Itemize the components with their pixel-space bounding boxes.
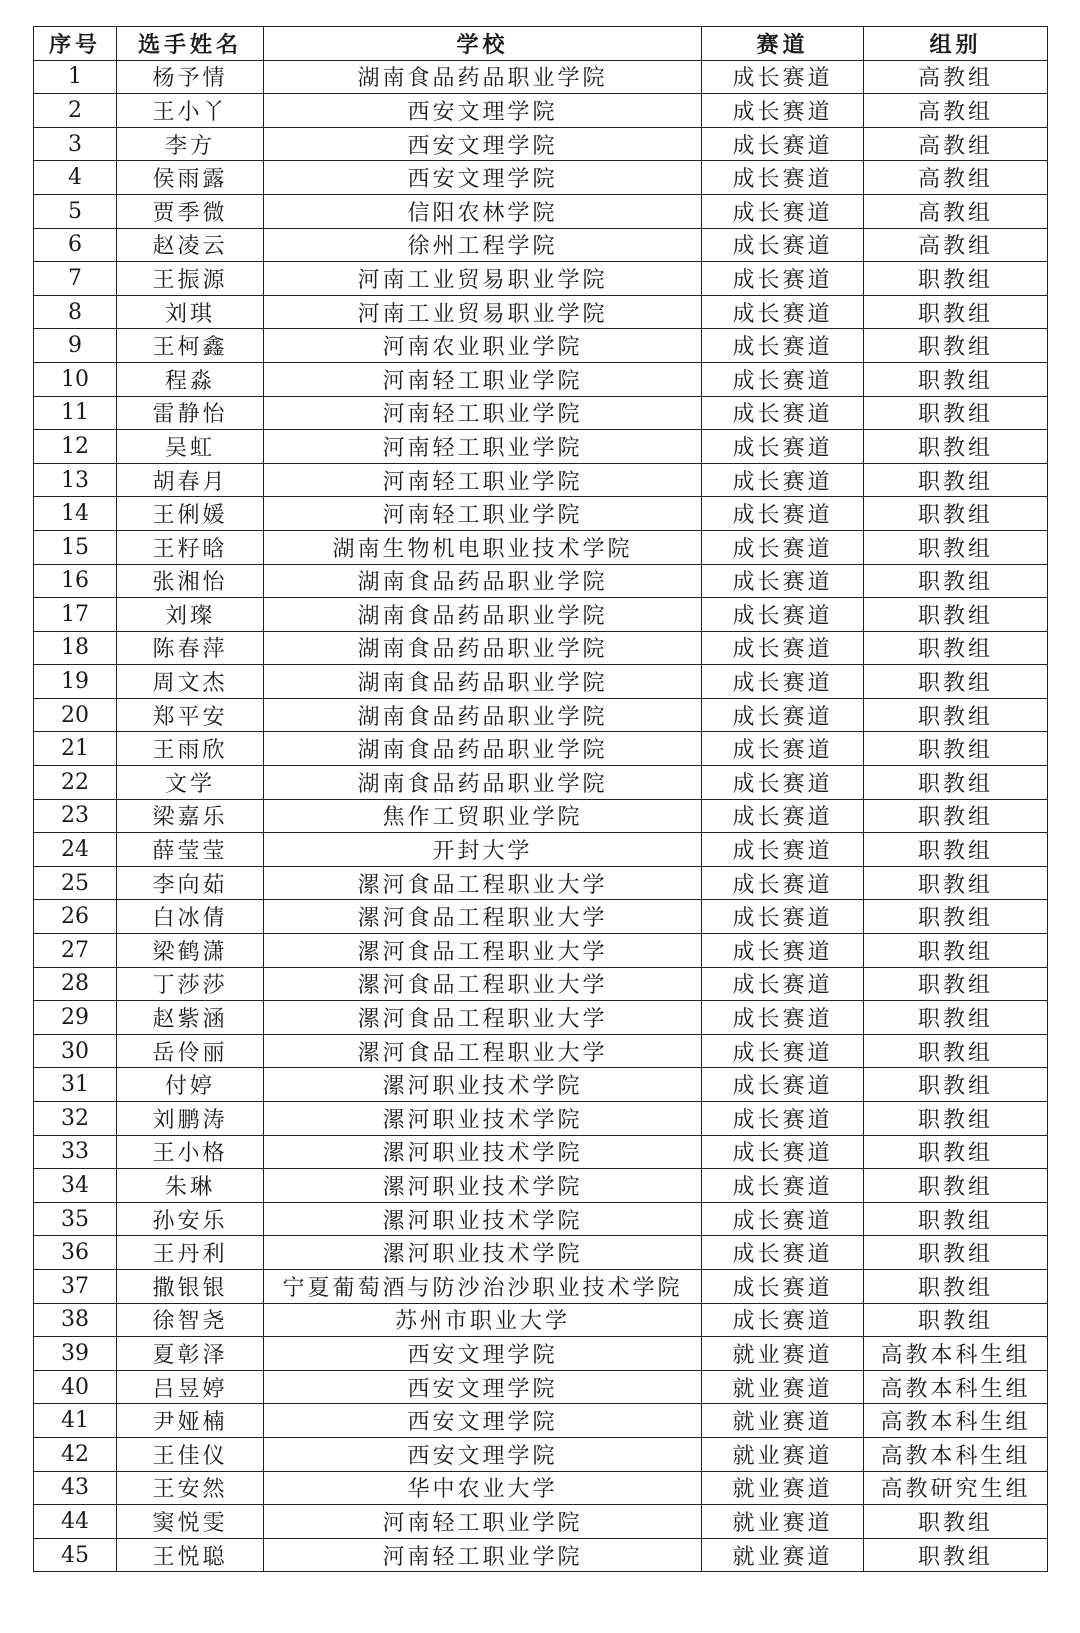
cell-name: 王俐媛 [117, 497, 264, 531]
table-row [34, 1102, 1048, 1136]
table-row [34, 295, 1048, 329]
cell-no: 22 [34, 766, 117, 800]
cell-no: 2 [34, 94, 117, 128]
cell-name: 李方 [117, 127, 264, 161]
cell-school: 漯河食品工程职业大学 [264, 866, 702, 900]
cell-school: 湖南食品药品职业学院 [264, 631, 702, 665]
cell-no: 12 [34, 430, 117, 464]
cell-name: 赵紫涵 [117, 1001, 264, 1035]
cell-name: 王悦聪 [117, 1538, 264, 1572]
cell-school: 湖南食品药品职业学院 [264, 665, 702, 699]
cell-no: 14 [34, 497, 117, 531]
cell-no: 41 [34, 1404, 117, 1438]
cell-no: 1 [34, 60, 117, 94]
cell-no: 33 [34, 1135, 117, 1169]
table-row [34, 934, 1048, 968]
cell-school: 漯河职业技术学院 [264, 1102, 702, 1136]
cell-group: 职教组 [864, 1269, 1048, 1303]
cell-no: 31 [34, 1068, 117, 1102]
cell-group: 职教组 [864, 732, 1048, 766]
table-row [34, 430, 1048, 464]
cell-group: 职教组 [864, 329, 1048, 363]
cell-group: 高教组 [864, 161, 1048, 195]
cell-group: 高教组 [864, 194, 1048, 228]
cell-school: 西安文理学院 [264, 94, 702, 128]
cell-name: 丁莎莎 [117, 967, 264, 1001]
table-row [34, 1505, 1048, 1539]
header-school: 学校 [264, 27, 702, 61]
cell-school: 河南轻工职业学院 [264, 396, 702, 430]
cell-name: 贾季微 [117, 194, 264, 228]
table-row [34, 564, 1048, 598]
cell-school: 西安文理学院 [264, 161, 702, 195]
cell-school: 河南轻工职业学院 [264, 497, 702, 531]
cell-school: 西安文理学院 [264, 127, 702, 161]
cell-track: 成长赛道 [702, 295, 864, 329]
cell-school: 漯河职业技术学院 [264, 1202, 702, 1236]
cell-track: 成长赛道 [702, 564, 864, 598]
cell-group: 职教组 [864, 631, 1048, 665]
cell-name: 梁嘉乐 [117, 799, 264, 833]
cell-no: 13 [34, 463, 117, 497]
cell-school: 漯河食品工程职业大学 [264, 1001, 702, 1035]
cell-no: 37 [34, 1269, 117, 1303]
cell-track: 成长赛道 [702, 1135, 864, 1169]
cell-school: 西安文理学院 [264, 1437, 702, 1471]
cell-group: 职教组 [864, 430, 1048, 464]
cell-group: 职教组 [864, 1135, 1048, 1169]
table-header-row [34, 27, 1048, 61]
table-row [34, 463, 1048, 497]
cell-name: 雷静怡 [117, 396, 264, 430]
table-row [34, 127, 1048, 161]
cell-track: 成长赛道 [702, 833, 864, 867]
cell-name: 夏彰泽 [117, 1337, 264, 1371]
cell-group: 职教组 [864, 1034, 1048, 1068]
cell-track: 成长赛道 [702, 1303, 864, 1337]
cell-school: 信阳农林学院 [264, 194, 702, 228]
cell-track: 成长赛道 [702, 161, 864, 195]
cell-name: 王小格 [117, 1135, 264, 1169]
cell-track: 成长赛道 [702, 1068, 864, 1102]
table-row [34, 396, 1048, 430]
cell-name: 杨予情 [117, 60, 264, 94]
cell-name: 王振源 [117, 262, 264, 296]
cell-group: 职教组 [864, 262, 1048, 296]
cell-track: 成长赛道 [702, 362, 864, 396]
cell-no: 23 [34, 799, 117, 833]
cell-school: 湖南食品药品职业学院 [264, 60, 702, 94]
table-row [34, 1404, 1048, 1438]
cell-track: 成长赛道 [702, 1202, 864, 1236]
cell-name: 孙安乐 [117, 1202, 264, 1236]
cell-name: 刘璨 [117, 598, 264, 632]
cell-name: 付婷 [117, 1068, 264, 1102]
cell-track: 成长赛道 [702, 732, 864, 766]
table-row [34, 900, 1048, 934]
cell-school: 河南工业贸易职业学院 [264, 262, 702, 296]
table-row [34, 799, 1048, 833]
header-track: 赛道 [702, 27, 864, 61]
table-row [34, 1303, 1048, 1337]
cell-name: 王小丫 [117, 94, 264, 128]
cell-school: 漯河职业技术学院 [264, 1236, 702, 1270]
cell-name: 撒银银 [117, 1269, 264, 1303]
cell-no: 10 [34, 362, 117, 396]
cell-school: 河南农业职业学院 [264, 329, 702, 363]
cell-track: 成长赛道 [702, 866, 864, 900]
table-row [34, 866, 1048, 900]
cell-group: 职教组 [864, 934, 1048, 968]
cell-group: 高教本科生组 [864, 1337, 1048, 1371]
table-row [34, 262, 1048, 296]
table-row [34, 530, 1048, 564]
cell-track: 成长赛道 [702, 94, 864, 128]
cell-track: 成长赛道 [702, 934, 864, 968]
cell-no: 4 [34, 161, 117, 195]
cell-no: 45 [34, 1538, 117, 1572]
cell-school: 焦作工贸职业学院 [264, 799, 702, 833]
cell-name: 王安然 [117, 1471, 264, 1505]
cell-track: 成长赛道 [702, 1269, 864, 1303]
cell-no: 5 [34, 194, 117, 228]
cell-group: 职教组 [864, 1303, 1048, 1337]
cell-track: 成长赛道 [702, 430, 864, 464]
cell-group: 职教组 [864, 362, 1048, 396]
cell-no: 29 [34, 1001, 117, 1035]
cell-group: 高教组 [864, 127, 1048, 161]
contestant-table [33, 26, 1048, 1572]
cell-track: 就业赛道 [702, 1471, 864, 1505]
cell-group: 职教组 [864, 698, 1048, 732]
cell-group: 职教组 [864, 396, 1048, 430]
table-row [34, 329, 1048, 363]
cell-school: 漯河食品工程职业大学 [264, 967, 702, 1001]
cell-no: 44 [34, 1505, 117, 1539]
cell-school: 漯河食品工程职业大学 [264, 1034, 702, 1068]
cell-no: 32 [34, 1102, 117, 1136]
cell-group: 职教组 [864, 833, 1048, 867]
cell-no: 20 [34, 698, 117, 732]
cell-no: 38 [34, 1303, 117, 1337]
table-row [34, 1370, 1048, 1404]
cell-group: 职教组 [864, 1068, 1048, 1102]
cell-no: 11 [34, 396, 117, 430]
cell-name: 刘鹏涛 [117, 1102, 264, 1136]
cell-school: 湖南食品药品职业学院 [264, 766, 702, 800]
cell-no: 30 [34, 1034, 117, 1068]
cell-no: 39 [34, 1337, 117, 1371]
cell-name: 吴虹 [117, 430, 264, 464]
table-row [34, 665, 1048, 699]
cell-school: 湖南食品药品职业学院 [264, 598, 702, 632]
cell-name: 王丹利 [117, 1236, 264, 1270]
cell-no: 9 [34, 329, 117, 363]
cell-no: 17 [34, 598, 117, 632]
cell-no: 35 [34, 1202, 117, 1236]
cell-name: 薛莹莹 [117, 833, 264, 867]
cell-track: 成长赛道 [702, 1001, 864, 1035]
cell-no: 43 [34, 1471, 117, 1505]
cell-group: 高教本科生组 [864, 1437, 1048, 1471]
cell-name: 周文杰 [117, 665, 264, 699]
cell-school: 宁夏葡萄酒与防沙治沙职业技术学院 [264, 1269, 702, 1303]
table-row [34, 598, 1048, 632]
table-row [34, 1169, 1048, 1203]
table-row [34, 497, 1048, 531]
cell-track: 成长赛道 [702, 1102, 864, 1136]
cell-track: 成长赛道 [702, 127, 864, 161]
cell-school: 河南轻工职业学院 [264, 1538, 702, 1572]
cell-group: 职教组 [864, 463, 1048, 497]
cell-no: 42 [34, 1437, 117, 1471]
cell-school: 河南轻工职业学院 [264, 430, 702, 464]
cell-track: 成长赛道 [702, 766, 864, 800]
table-row [34, 833, 1048, 867]
cell-track: 就业赛道 [702, 1505, 864, 1539]
cell-track: 就业赛道 [702, 1337, 864, 1371]
cell-group: 职教组 [864, 1169, 1048, 1203]
cell-track: 成长赛道 [702, 1169, 864, 1203]
cell-track: 成长赛道 [702, 262, 864, 296]
table-row [34, 698, 1048, 732]
cell-no: 34 [34, 1169, 117, 1203]
cell-name: 白冰倩 [117, 900, 264, 934]
cell-track: 成长赛道 [702, 194, 864, 228]
cell-group: 职教组 [864, 1236, 1048, 1270]
cell-name: 窦悦雯 [117, 1505, 264, 1539]
table-row [34, 94, 1048, 128]
table-row [34, 766, 1048, 800]
cell-name: 尹娅楠 [117, 1404, 264, 1438]
cell-group: 高教本科生组 [864, 1370, 1048, 1404]
cell-no: 18 [34, 631, 117, 665]
cell-name: 赵凌云 [117, 228, 264, 262]
cell-no: 8 [34, 295, 117, 329]
cell-track: 就业赛道 [702, 1538, 864, 1572]
cell-name: 徐智尧 [117, 1303, 264, 1337]
cell-school: 西安文理学院 [264, 1337, 702, 1371]
cell-group: 职教组 [864, 497, 1048, 531]
cell-name: 吕昱婷 [117, 1370, 264, 1404]
cell-school: 开封大学 [264, 833, 702, 867]
cell-no: 3 [34, 127, 117, 161]
header-name: 选手姓名 [117, 27, 264, 61]
cell-school: 湖南生物机电职业技术学院 [264, 530, 702, 564]
cell-no: 40 [34, 1370, 117, 1404]
cell-name: 王佳仪 [117, 1437, 264, 1471]
cell-no: 24 [34, 833, 117, 867]
cell-group: 高教本科生组 [864, 1404, 1048, 1438]
cell-group: 职教组 [864, 1001, 1048, 1035]
cell-school: 漯河职业技术学院 [264, 1169, 702, 1203]
cell-group: 高教组 [864, 60, 1048, 94]
table-row [34, 1538, 1048, 1572]
cell-group: 高教组 [864, 94, 1048, 128]
cell-name: 侯雨露 [117, 161, 264, 195]
document-page [33, 26, 1047, 1572]
table-row [34, 1135, 1048, 1169]
table-row [34, 60, 1048, 94]
cell-track: 成长赛道 [702, 60, 864, 94]
cell-group: 职教组 [864, 530, 1048, 564]
cell-group: 职教组 [864, 1102, 1048, 1136]
cell-name: 程淼 [117, 362, 264, 396]
cell-track: 成长赛道 [702, 799, 864, 833]
cell-name: 王柯鑫 [117, 329, 264, 363]
cell-school: 苏州市职业大学 [264, 1303, 702, 1337]
cell-name: 李向茹 [117, 866, 264, 900]
cell-name: 刘琪 [117, 295, 264, 329]
cell-track: 成长赛道 [702, 463, 864, 497]
table-row [34, 1337, 1048, 1371]
cell-group: 职教组 [864, 665, 1048, 699]
cell-track: 成长赛道 [702, 396, 864, 430]
cell-school: 漯河职业技术学院 [264, 1135, 702, 1169]
cell-school: 湖南食品药品职业学院 [264, 698, 702, 732]
cell-no: 25 [34, 866, 117, 900]
cell-school: 西安文理学院 [264, 1404, 702, 1438]
cell-group: 职教组 [864, 295, 1048, 329]
cell-name: 文学 [117, 766, 264, 800]
cell-no: 7 [34, 262, 117, 296]
cell-track: 成长赛道 [702, 1034, 864, 1068]
cell-track: 成长赛道 [702, 598, 864, 632]
cell-no: 36 [34, 1236, 117, 1270]
cell-group: 高教研究生组 [864, 1471, 1048, 1505]
cell-school: 河南轻工职业学院 [264, 463, 702, 497]
table-row [34, 1068, 1048, 1102]
cell-school: 漯河食品工程职业大学 [264, 900, 702, 934]
cell-track: 就业赛道 [702, 1404, 864, 1438]
cell-group: 职教组 [864, 564, 1048, 598]
cell-name: 张湘怡 [117, 564, 264, 598]
cell-name: 陈春萍 [117, 631, 264, 665]
cell-no: 6 [34, 228, 117, 262]
cell-group: 职教组 [864, 900, 1048, 934]
table-row [34, 1269, 1048, 1303]
cell-track: 成长赛道 [702, 228, 864, 262]
cell-school: 漯河食品工程职业大学 [264, 934, 702, 968]
cell-no: 16 [34, 564, 117, 598]
table-row [34, 1202, 1048, 1236]
cell-no: 21 [34, 732, 117, 766]
cell-school: 河南轻工职业学院 [264, 362, 702, 396]
table-row [34, 228, 1048, 262]
cell-track: 成长赛道 [702, 967, 864, 1001]
table-row [34, 362, 1048, 396]
cell-school: 湖南食品药品职业学院 [264, 732, 702, 766]
cell-track: 成长赛道 [702, 497, 864, 531]
table-row [34, 1001, 1048, 1035]
table-row [34, 967, 1048, 1001]
table-row [34, 1236, 1048, 1270]
cell-group: 职教组 [864, 866, 1048, 900]
cell-school: 河南工业贸易职业学院 [264, 295, 702, 329]
cell-group: 职教组 [864, 1505, 1048, 1539]
cell-name: 朱琳 [117, 1169, 264, 1203]
cell-group: 职教组 [864, 1538, 1048, 1572]
table-row [34, 161, 1048, 195]
table-row [34, 1437, 1048, 1471]
cell-school: 河南轻工职业学院 [264, 1505, 702, 1539]
cell-school: 漯河职业技术学院 [264, 1068, 702, 1102]
header-group: 组别 [864, 27, 1048, 61]
table-row [34, 1471, 1048, 1505]
cell-no: 28 [34, 967, 117, 1001]
table-body [34, 60, 1048, 1572]
table-row [34, 732, 1048, 766]
cell-track: 成长赛道 [702, 900, 864, 934]
cell-school: 徐州工程学院 [264, 228, 702, 262]
cell-track: 成长赛道 [702, 1236, 864, 1270]
cell-group: 职教组 [864, 598, 1048, 632]
cell-group: 职教组 [864, 799, 1048, 833]
cell-track: 成长赛道 [702, 530, 864, 564]
cell-track: 成长赛道 [702, 329, 864, 363]
cell-group: 职教组 [864, 967, 1048, 1001]
cell-track: 成长赛道 [702, 665, 864, 699]
cell-school: 湖南食品药品职业学院 [264, 564, 702, 598]
table-row [34, 1034, 1048, 1068]
cell-group: 职教组 [864, 1202, 1048, 1236]
cell-name: 郑平安 [117, 698, 264, 732]
cell-no: 19 [34, 665, 117, 699]
cell-name: 梁鹤潇 [117, 934, 264, 968]
cell-track: 就业赛道 [702, 1437, 864, 1471]
cell-name: 胡春月 [117, 463, 264, 497]
cell-track: 就业赛道 [702, 1370, 864, 1404]
cell-school: 西安文理学院 [264, 1370, 702, 1404]
cell-no: 15 [34, 530, 117, 564]
cell-name: 岳伶丽 [117, 1034, 264, 1068]
cell-name: 王籽晗 [117, 530, 264, 564]
cell-group: 高教组 [864, 228, 1048, 262]
cell-group: 职教组 [864, 766, 1048, 800]
cell-no: 26 [34, 900, 117, 934]
table-row [34, 631, 1048, 665]
cell-school: 华中农业大学 [264, 1471, 702, 1505]
header-no: 序号 [34, 27, 117, 61]
cell-track: 成长赛道 [702, 631, 864, 665]
cell-track: 成长赛道 [702, 698, 864, 732]
cell-name: 王雨欣 [117, 732, 264, 766]
table-row [34, 194, 1048, 228]
cell-no: 27 [34, 934, 117, 968]
